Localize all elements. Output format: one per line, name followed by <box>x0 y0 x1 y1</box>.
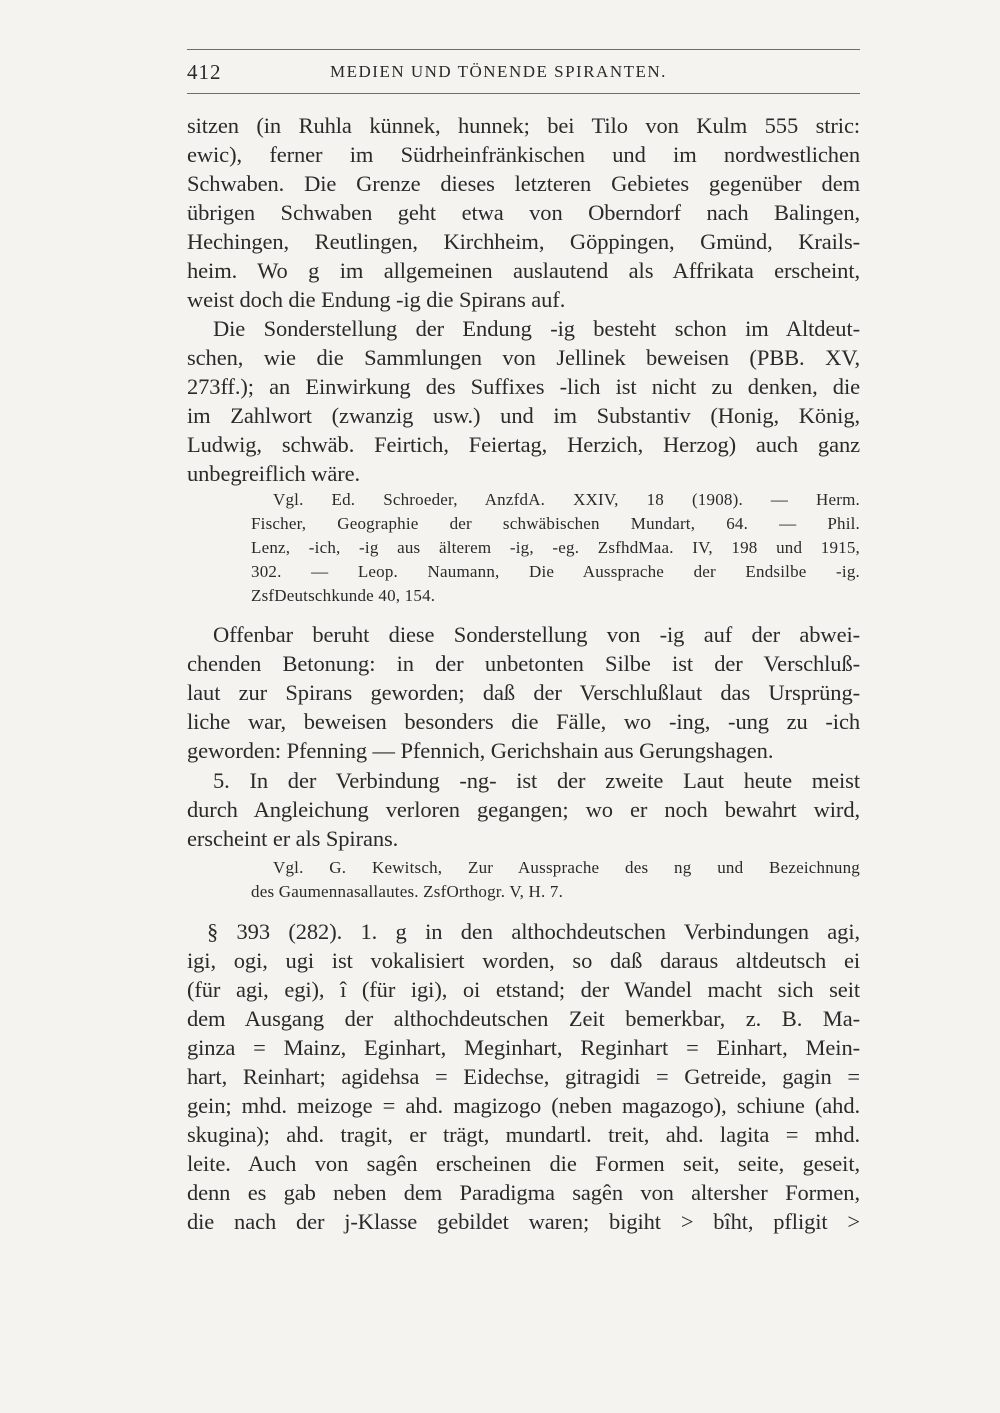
text-line: Offenbar beruht diese Sonderstellung von -ig auf der abwei- <box>213 622 860 647</box>
text-line: gein; mhd. meizoge = ahd. magizogo (neben magazogo), schiune (ahd. <box>187 1093 860 1118</box>
header-bottom-rule <box>187 93 860 94</box>
text-line: erscheint er als Spirans. <box>187 826 399 851</box>
reference-line: 302. — Leop. Naumann, Die Aussprache der Endsilbe -ig. <box>251 562 860 581</box>
text-line: igi, ogi, ugi ist vokalisiert worden, so daß daraus altdeutsch ei <box>187 948 860 973</box>
text-line: skugina); ahd. tragit, er trägt, mundartl. treit, ahd. lagita = mhd. <box>187 1122 860 1147</box>
text-line: durch Angleichung verloren gegangen; wo er noch bewahrt wird, <box>187 797 860 822</box>
reference-line: ZsfDeutschkunde 40, 154. <box>251 586 436 605</box>
text-line: Hechingen, Reutlingen, Kirchheim, Göppingen, Gmünd, Krails- <box>187 229 860 254</box>
text-line: Ludwig, schwäb. Feirtich, Feiertag, Herzich, Herzog) auch ganz <box>187 432 860 457</box>
text-line: geworden: Pfenning — Pfennich, Gerichshain aus Gerungshagen. <box>187 738 774 763</box>
text-line: schen, wie die Sammlungen von Jellinek beweisen (PBB. XV, <box>187 345 860 370</box>
text-line: 5. In der Verbindung -ng- ist der zweite Laut heute meist <box>213 768 860 793</box>
text-line: 273ff.); an Einwirkung des Suffixes -lich ist nicht zu denken, die <box>187 374 860 399</box>
reference-line: Lenz, -ich, -ig aus älterem -ig, -eg. ZsfhdMaa. IV, 198 und 1915, <box>251 538 860 557</box>
text-line: ewic), ferner im Südrheinfränkischen und im nordwestlichen <box>187 142 860 167</box>
text-line: Die Sonderstellung der Endung -ig besteht schon im Altdeut- <box>213 316 860 341</box>
text-line: sitzen (in Ruhla künnek, hunnek; bei Tilo von Kulm 555 stric: <box>187 113 860 138</box>
text-line: im Zahlwort (zwanzig usw.) und im Substantiv (Honig, König, <box>187 403 860 428</box>
header-top-rule <box>187 49 860 50</box>
reference-line: des Gaumennasallautes. ZsfOrthogr. V, H. 7. <box>251 882 564 901</box>
page-number: 412 <box>187 60 222 84</box>
text-line: laut zur Spirans geworden; daß der Verschlußlaut das Ursprüng- <box>187 680 860 705</box>
text-line: hart, Reinhart; agidehsa = Eidechse, gitragidi = Getreide, gagin = <box>187 1064 860 1089</box>
text-line: weist doch die Endung -ig die Spirans auf. <box>187 287 566 312</box>
text-line: ginza = Mainz, Eginhart, Meginhart, Reginhart = Einhart, Mein- <box>187 1035 860 1060</box>
text-line: Schwaben. Die Grenze dieses letzteren Gebietes gegenüber dem <box>187 171 860 196</box>
text-line: unbegreiflich wäre. <box>187 461 361 486</box>
reference-line: Vgl. G. Kewitsch, Zur Aussprache des ng und Bezeichnung <box>273 858 860 877</box>
section-heading-line: § 393 (282). 1. g in den althochdeutschen Verbindungen agi, <box>207 919 860 944</box>
text-line: denn es gab neben dem Paradigma sagên von altersher Formen, <box>187 1180 860 1205</box>
text-line: leite. Auch von sagên erscheinen die Formen seit, seite, geseit, <box>187 1151 860 1176</box>
text-line: liche war, beweisen besonders die Fälle, wo -ing, -ung zu -ich <box>187 709 860 734</box>
text-line: die nach der j-Klasse gebildet waren; bigiht > bîht, pfligit > <box>187 1209 860 1234</box>
text-line: dem Ausgang der althochdeutschen Zeit bemerkbar, z. B. Ma- <box>187 1006 860 1031</box>
text-line: übrigen Schwaben geht etwa von Oberndorf nach Balingen, <box>187 200 860 225</box>
text-line: chenden Betonung: in der unbetonten Silbe ist der Verschluß- <box>187 651 860 676</box>
reference-line: Vgl. Ed. Schroeder, AnzfdA. XXIV, 18 (1908). — Herm. <box>273 490 860 509</box>
reference-line: Fischer, Geographie der schwäbischen Mundart, 64. — Phil. <box>251 514 860 533</box>
text-line: (für agi, egi), î (für igi), oi etstand; der Wandel macht sich seit <box>187 977 860 1002</box>
running-header-title: MEDIEN UND TÖNENDE SPIRANTEN. <box>330 62 667 81</box>
text-line: heim. Wo g im allgemeinen auslautend als Affrikata erscheint, <box>187 258 860 283</box>
